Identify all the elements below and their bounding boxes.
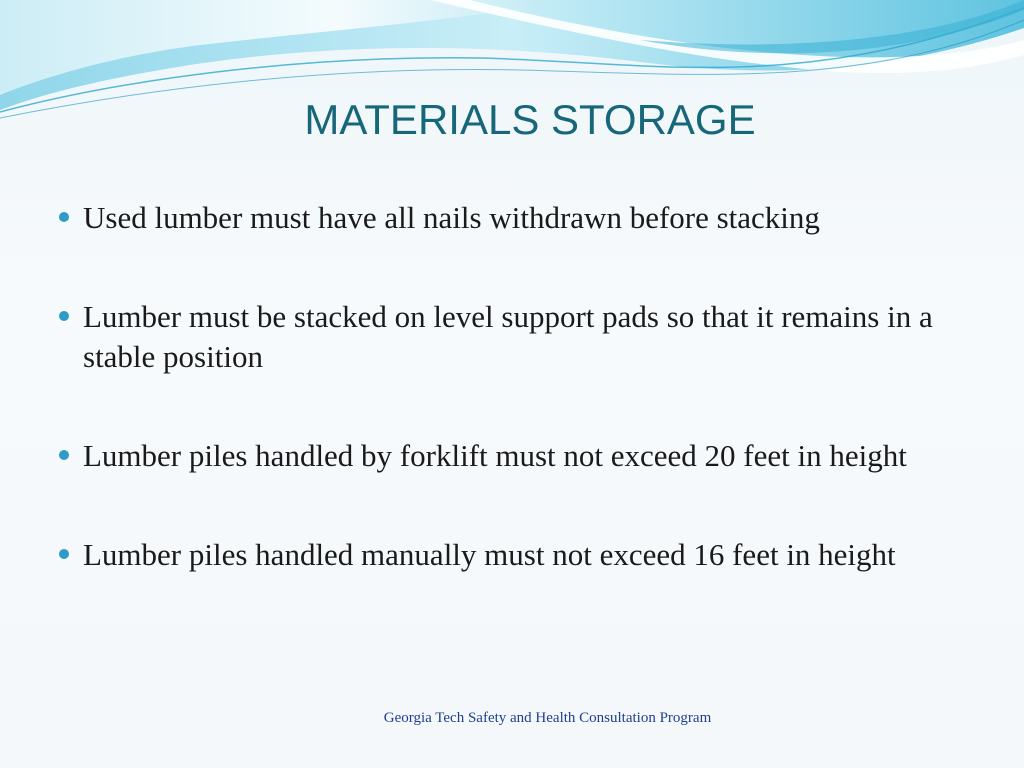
bullet-dot-icon xyxy=(59,450,69,460)
bullet-item xyxy=(56,436,956,476)
footer-text: Georgia Tech Safety and Health Consultation Program xyxy=(383,710,712,726)
bullet-text: Lumber piles handled manually must not exceed 16 feet in height xyxy=(83,537,896,572)
bullet-text: Lumber piles handled by forklift must not exceed 20 feet in height xyxy=(83,438,907,473)
bullet-dot-icon xyxy=(59,212,69,222)
bullet-text: Used lumber must have all nails withdrawn before stacking xyxy=(83,200,820,235)
bullet-text: Lumber must be stacked on level support pads so that it remains in a stable position xyxy=(83,299,933,374)
bullet-list xyxy=(56,198,956,634)
slide-title: MATERIALS STORAGE xyxy=(304,96,756,143)
bullet-item xyxy=(56,297,956,377)
bullet-item xyxy=(56,535,956,575)
bullet-dot-icon xyxy=(59,549,69,559)
bullet-dot-icon xyxy=(59,311,69,321)
bullet-item xyxy=(56,198,956,238)
